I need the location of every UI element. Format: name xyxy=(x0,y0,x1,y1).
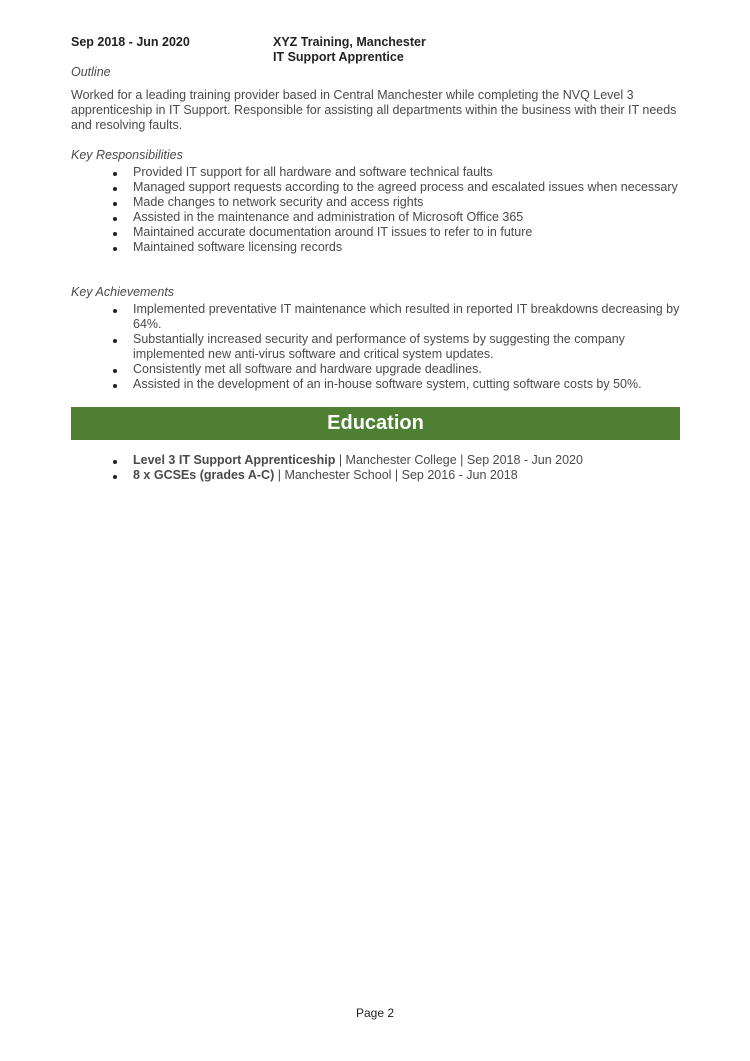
outline-text: Worked for a leading training provider based in Central Manchester while completing the NVQ Level 3 apprenticeship in IT Support. Responsible for assisting all departments within the business with their IT needs and resolving faults. xyxy=(71,88,677,132)
list-item: Maintained accurate documentation around IT issues to refer to in future xyxy=(71,225,681,240)
responsibilities-list xyxy=(71,165,681,255)
education-section-header: Education xyxy=(71,407,680,440)
outline-body xyxy=(71,88,681,133)
list-item: Made changes to network security and access rights xyxy=(71,195,681,210)
education-list xyxy=(71,453,681,483)
list-item: Assisted in the maintenance and administration of Microsoft Office 365 xyxy=(71,210,681,225)
list-item: Provided IT support for all hardware and software technical faults xyxy=(71,165,681,180)
outline-section xyxy=(71,65,681,80)
job-dates: Sep 2018 - Jun 2020 xyxy=(71,35,190,49)
education-qualification: 8 x GCSEs (grades A-C) xyxy=(133,468,275,482)
page-number: Page 2 xyxy=(355,1006,395,1020)
job-employer: XYZ Training, Manchester xyxy=(273,35,426,49)
education-qualification: Level 3 IT Support Apprenticeship xyxy=(133,453,336,467)
achievements-list xyxy=(71,302,681,392)
outline-heading: Outline xyxy=(71,65,111,79)
education-item xyxy=(71,468,681,483)
achievements-heading: Key Achievements xyxy=(71,285,175,299)
list-item: Consistently met all software and hardware upgrade deadlines. xyxy=(71,362,681,377)
list-item: Managed support requests according to the agreed process and escalated issues when necessary xyxy=(71,180,681,195)
education-section xyxy=(71,453,681,483)
responsibilities-heading: Key Responsibilities xyxy=(71,148,183,162)
responsibilities-section xyxy=(71,148,681,255)
education-details: | Manchester School | Sep 2016 - Jun 2018 xyxy=(274,468,518,482)
list-item: Substantially increased security and performance of systems by suggesting the company implemented new anti-virus software and critical system updates. xyxy=(71,332,681,362)
list-item: Maintained software licensing records xyxy=(71,240,681,255)
achievements-section xyxy=(71,285,681,392)
education-details: | Manchester College | Sep 2018 - Jun 2020 xyxy=(335,453,583,467)
job-header xyxy=(71,35,681,67)
education-item xyxy=(71,453,681,468)
list-item: Assisted in the development of an in-house software system, cutting software costs by 50%. xyxy=(71,377,681,392)
job-title: IT Support Apprentice xyxy=(273,50,404,64)
list-item: Implemented preventative IT maintenance which resulted in reported IT breakdowns decreasing by 64%. xyxy=(71,302,681,332)
